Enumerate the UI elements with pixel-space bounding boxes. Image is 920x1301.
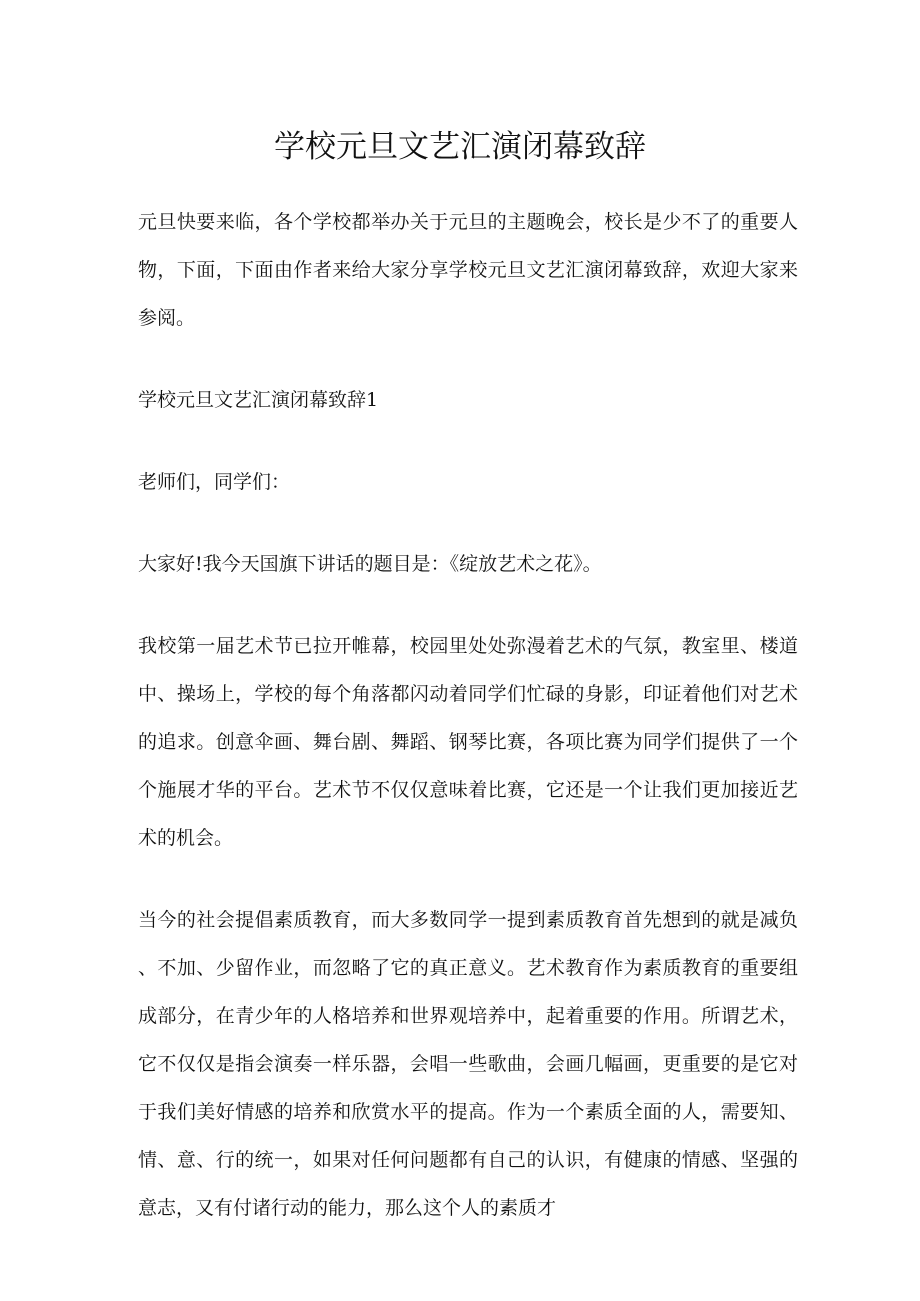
salutation: 老师们，同学们：	[138, 471, 291, 493]
intro-paragraph: 元旦快要来临，各个学校都举办关于元旦的主题晚会，校长是少不了的重要人物，下面，下面由作者来给大家分享学校元旦文艺汇演闭幕致辞，欢迎大家来参阅。	[138, 211, 798, 329]
document-body	[138, 198, 798, 1266]
section-heading: 学校元旦文艺汇演闭幕致辞1	[138, 389, 379, 411]
body-paragraph: 当今的社会提倡素质教育，而大多数同学一提到素质教育首先想到的就是减负、不加、少留作业，而忽略了它的真正意义。艺术教育作为素质教育的重要组成部分，在青少年的人格培养和世界观培养中，起着重要的作用。所谓艺术，它不仅仅是指会演奏一样乐器，会唱一些歌曲，会画几幅画，更重要的是它对于我们美好情感的培养和欣赏水平的提高。作为一个素质全面的人，需要知、情、意、行的统一，如果对任何问题都有自己的认识，有健康的情感、坚强的意志，又有付诸行动的能力，那么这个人的素质才	[138, 909, 798, 1219]
greeting-paragraph: 大家好!我今天国旗下讲话的题目是：《绽放艺术之花》。	[138, 553, 602, 575]
document-title: 学校元旦文艺汇演闭幕致辞	[274, 129, 646, 165]
body-paragraph: 我校第一届艺术节已拉开帷幕，校园里处处弥漫着艺术的气氛，教室里、楼道中、操场上，学校的每个角落都闪动着同学们忙碌的身影，印证着他们对艺术的追求。创意伞画、舞台剧、舞蹈、钢琴比赛，各项比赛为同学们提供了一个个施展才华的平台。艺术节不仅仅意味着比赛，它还是一个让我们更加接近艺术的机会。	[138, 635, 798, 849]
